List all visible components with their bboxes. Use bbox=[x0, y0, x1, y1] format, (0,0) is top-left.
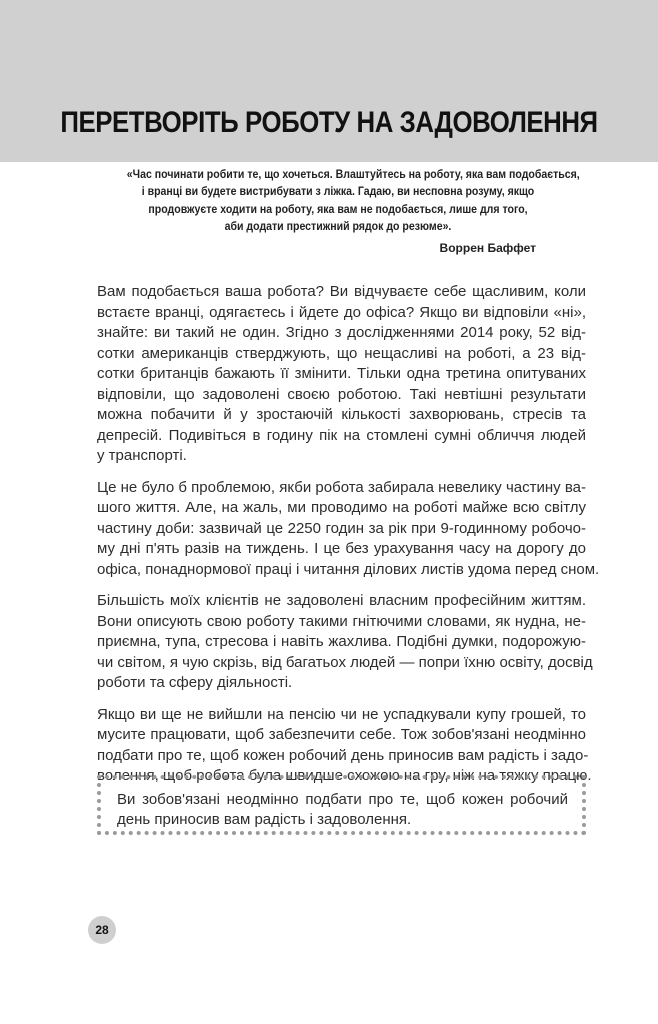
text-line: можна побачити й у зростаючій кількості захворювань, стресів та bbox=[97, 406, 586, 423]
text-line: шого життя. Але, на жаль, ми проводимо на роботі майже всю світлу bbox=[97, 499, 586, 516]
paragraph-2 bbox=[97, 478, 600, 581]
text-line: встаєте вранці, одягаєтесь і йдете до офіса? Якщо ви відповіли «ні», bbox=[97, 303, 586, 321]
text-line: у транспорті. bbox=[97, 447, 187, 464]
callout-line: Ви зобов'язані неодмінно подбати про те, щоб кожен робочий bbox=[117, 791, 568, 808]
text-line: Більшість моїх клієнтів не задоволені власним професійним життям. bbox=[97, 592, 586, 609]
text-line: частину доби: зазвичай це 2250 годин за рік при 9-годинному робочо- bbox=[97, 519, 586, 537]
text-line: Вони описують свою роботу такими гнітючими словами, як нудна, не- bbox=[97, 612, 586, 630]
text-line: роботи та сферу діяльності. bbox=[97, 674, 293, 691]
epigraph bbox=[98, 166, 578, 257]
paragraph-1 bbox=[97, 282, 586, 467]
callout-line: день приносив вам радість і задоволення. bbox=[117, 811, 412, 828]
text-line: Вам подобається ваша робота? Ви відчуваєте себе щасливим, коли bbox=[97, 283, 586, 300]
text-line: відповіли, що задоволені своєю роботою. Такі невтішні результати bbox=[97, 385, 586, 403]
paragraph-3 bbox=[97, 591, 593, 694]
text-line: сотки американців стверджують, що нещасливі на роботі, а 23 від- bbox=[97, 344, 586, 362]
page-number: 28 bbox=[88, 916, 116, 944]
epigraph-author: Воррен Баффет bbox=[439, 240, 536, 255]
chapter-title: ПЕРЕТВОРІТЬ РОБОТУ НА ЗАДОВОЛЕННЯ bbox=[60, 106, 598, 139]
text-line: офіса, понаднормової праці і читання ділових листів удома перед сном. bbox=[97, 560, 600, 578]
epigraph-line: аби додати престижний рядок до резюме». bbox=[224, 219, 452, 234]
text-line: подбати про те, щоб кожен робочий день приносив вам радість і задо- bbox=[97, 746, 589, 764]
text-line: Якщо ви ще не вийшли на пенсію чи не успадкували купу грошей, то bbox=[97, 705, 586, 723]
text-line: депресій. Подивіться в годину пік на стомлені сумні обличчя людей bbox=[97, 426, 586, 444]
text-line: му дні п'ять разів на тиждень. І це без урахування часу на дорогу до bbox=[97, 540, 586, 557]
text-line: знайте: ви такий не один. Згідно з дослідженнями 2014 року, 52 від- bbox=[97, 324, 586, 341]
epigraph-line: «Час починати робити те, що хочеться. Влаштуйтесь на роботу, яка вам подобається, bbox=[126, 167, 580, 181]
text-line: мусите працювати, щоб забезпечити себе. Тож зобов'язані неодмінно bbox=[97, 726, 586, 743]
text-line: сотки британців бажають її змінити. Тільки одна третина опитуваних bbox=[97, 365, 586, 382]
text-line: волення, щоб робота була швидше схожою на гру, ніж на тяжку працю. bbox=[97, 767, 592, 784]
body-text bbox=[97, 282, 600, 798]
text-line: чи світом, я чую скрізь, від багатьох людей — попри їхню освіту, досвід bbox=[97, 653, 593, 671]
epigraph-line: продовжуєте ходити на роботу, яка вам не подобається, лише для того, bbox=[148, 201, 528, 216]
callout-box bbox=[97, 775, 586, 835]
text-line: приємна, тупа, стресова і навіть жахлива. Подібні думки, подорожую- bbox=[97, 633, 586, 650]
text-line: Це не було б проблемою, якби робота забирала невелику частину ва- bbox=[97, 478, 586, 496]
epigraph-line: і вранці ви будете вистрибувати з ліжка. Гадаю, ви несповна розуму, якщо bbox=[141, 184, 535, 199]
